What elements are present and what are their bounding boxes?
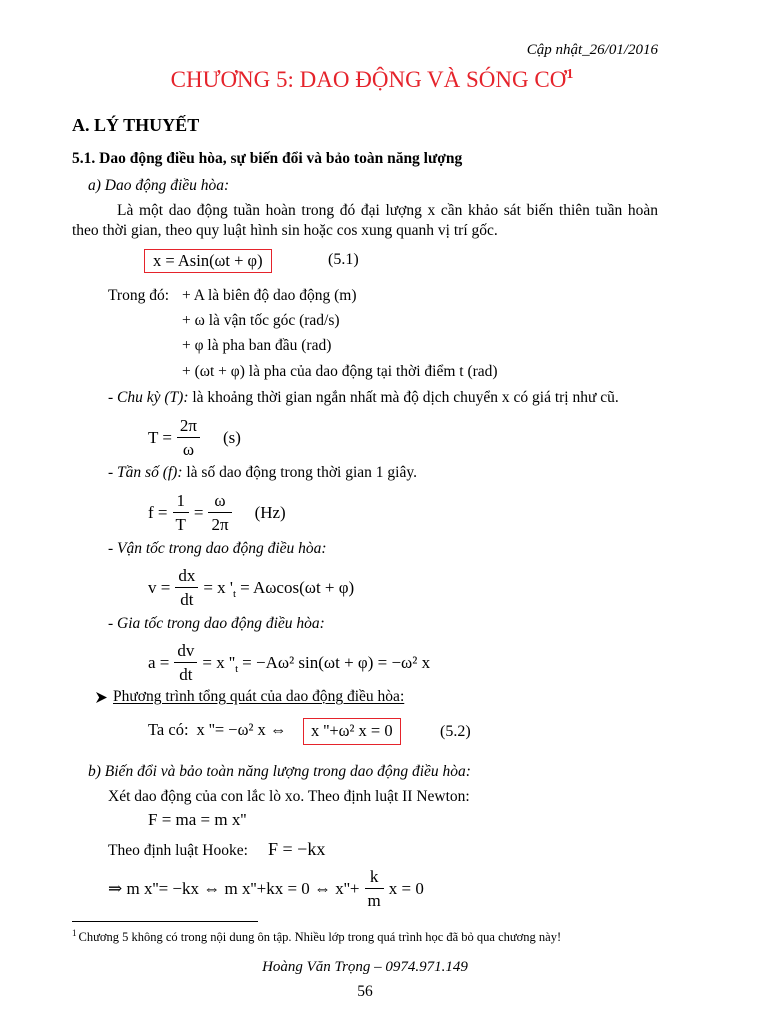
page-number: 56	[357, 983, 373, 1000]
formula-middle	[202, 652, 239, 676]
where-item-initial-phase: + φ là pha ban đầu (rad)	[182, 337, 332, 354]
section-5-1-heading: 5.1. Dao động điều hòa, sự biến đổi và bảo toàn năng lượng	[72, 150, 463, 167]
period-term: - Chu kỳ (T):	[108, 389, 189, 406]
title-footnote-ref: 1	[566, 67, 574, 82]
formula-subscript: t	[233, 588, 237, 601]
period-definition-line	[108, 390, 619, 406]
where-lead: Trong đó:	[108, 287, 170, 304]
formula-lhs: f =	[148, 503, 168, 523]
footer-author: Hoàng Văn Trọng – 0974.971.149	[262, 959, 468, 975]
acceleration-formula	[148, 640, 430, 686]
arrow-bullet-icon	[96, 692, 107, 703]
acceleration-heading: - Gia tốc trong dao động điều hòa:	[108, 615, 325, 632]
footnote-separator	[72, 921, 258, 922]
chapter-title	[72, 68, 672, 91]
equation-5-1-number: (5.1)	[328, 251, 359, 268]
part-a-heading: A. LÝ THUYẾT	[72, 115, 200, 135]
derivation-right: x = 0	[388, 879, 424, 899]
footnote-text: Chương 5 không có trong nội dung ôn tập. Nhiều lớp trong quá trình học đã bỏ qua chương này!	[78, 930, 562, 944]
fraction	[175, 565, 198, 611]
fraction-numerator: 1	[173, 490, 189, 513]
subsection-b-heading: b) Biến đổi và bảo toàn năng lượng trong dao động điều hòa:	[88, 763, 471, 780]
equation-5-2-number: (5.2)	[440, 723, 471, 740]
frequency-term: - Tần số (f):	[108, 464, 183, 481]
fraction	[177, 415, 200, 461]
formula-unit: (s)	[223, 428, 241, 448]
where-item-amplitude: + A là biên độ dao động (m)	[182, 287, 357, 304]
hooke-intro: Theo định luật Hooke:	[108, 842, 248, 859]
formula-derivative: = x '	[203, 578, 233, 598]
fraction-denominator: dt	[179, 665, 193, 685]
newton-intro: Xét dao động của con lắc lò xo. Theo định luật II Newton:	[108, 788, 470, 805]
formula-lhs: v =	[148, 578, 171, 598]
formula-lhs: a =	[148, 653, 170, 673]
fraction-numerator: k	[365, 866, 384, 889]
frequency-formula	[148, 490, 286, 536]
general-equation-heading: Phương trình tổng quát của dao động điều hòa:	[113, 688, 405, 705]
fraction-numerator: ω	[208, 490, 231, 513]
where-item-phase: + (ωt + φ) là pha của dao động tại thời điểm t (rad)	[182, 363, 498, 380]
fraction	[173, 490, 189, 536]
formula-unit: (Hz)	[254, 503, 286, 523]
frequency-definition: là số dao động trong thời gian 1 giây.	[186, 464, 417, 481]
formula-rhs: = −Aω² sin(ωt + φ) = −ω² x	[242, 653, 431, 673]
equation-5-1-box: x = Asin(ωt + φ)	[144, 249, 272, 273]
period-definition: là khoảng thời gian ngắn nhất mà độ dịch chuyển x có giá trị như cũ.	[192, 389, 619, 406]
formula-subscript: t	[235, 663, 239, 676]
formula-rhs: = Aωcos(ωt + φ)	[240, 578, 355, 598]
fraction-numerator: 2π	[177, 415, 200, 438]
formula-lhs: T =	[148, 428, 172, 448]
derivation-left: ⇒ m x''= −kx ⇔ m x''+kx = 0 ⇔ x''+	[108, 879, 360, 899]
footnote	[72, 928, 562, 944]
velocity-formula	[148, 565, 354, 611]
fraction-denominator: m	[367, 891, 381, 911]
fraction-numerator: dv	[174, 640, 197, 663]
fraction-numerator: dx	[175, 565, 198, 588]
general-equation-lead: Ta có:	[148, 720, 189, 739]
fraction-denominator: 2π	[211, 515, 229, 535]
formula-derivative: = x ''	[202, 653, 236, 673]
hooke-formula: F = −kx	[268, 839, 326, 859]
general-equation-lhs: x ''= −ω² x ⇔	[196, 720, 287, 739]
fraction	[365, 866, 384, 912]
chapter-title-text: CHƯƠNG 5: DAO ĐỘNG VÀ SÓNG CƠ	[170, 67, 567, 92]
fraction-denominator: T	[175, 515, 186, 535]
fraction	[208, 490, 231, 536]
footnote-mark: 1	[72, 928, 77, 938]
intro-paragraph: Là một dao động tuần hoàn trong đó đại lượng x cần khảo sát biến thiên tuần hoàn theo thời gian, theo quy luật hình sin hoặc cos xung quanh vị trí gốc.	[72, 202, 658, 239]
derivation-formula	[108, 866, 424, 912]
formula-equals: =	[193, 503, 204, 523]
velocity-heading: - Vận tốc trong dao động điều hòa:	[108, 540, 327, 557]
formula-middle	[203, 577, 237, 601]
where-item-angular-velocity: + ω là vận tốc góc (rad/s)	[182, 312, 340, 329]
general-equation-line	[148, 722, 286, 739]
period-formula	[148, 415, 241, 461]
newton-formula: F = ma = m x''	[148, 810, 247, 829]
update-date: Cập nhật_26/01/2016	[526, 42, 658, 58]
fraction-denominator: dt	[180, 590, 194, 610]
equation-5-2-box: x ''+ω² x = 0	[303, 718, 401, 745]
fraction	[174, 640, 197, 686]
fraction-denominator: ω	[182, 440, 195, 460]
subsection-a-heading: a) Dao động điều hòa:	[88, 177, 230, 194]
frequency-definition-line	[108, 465, 417, 481]
